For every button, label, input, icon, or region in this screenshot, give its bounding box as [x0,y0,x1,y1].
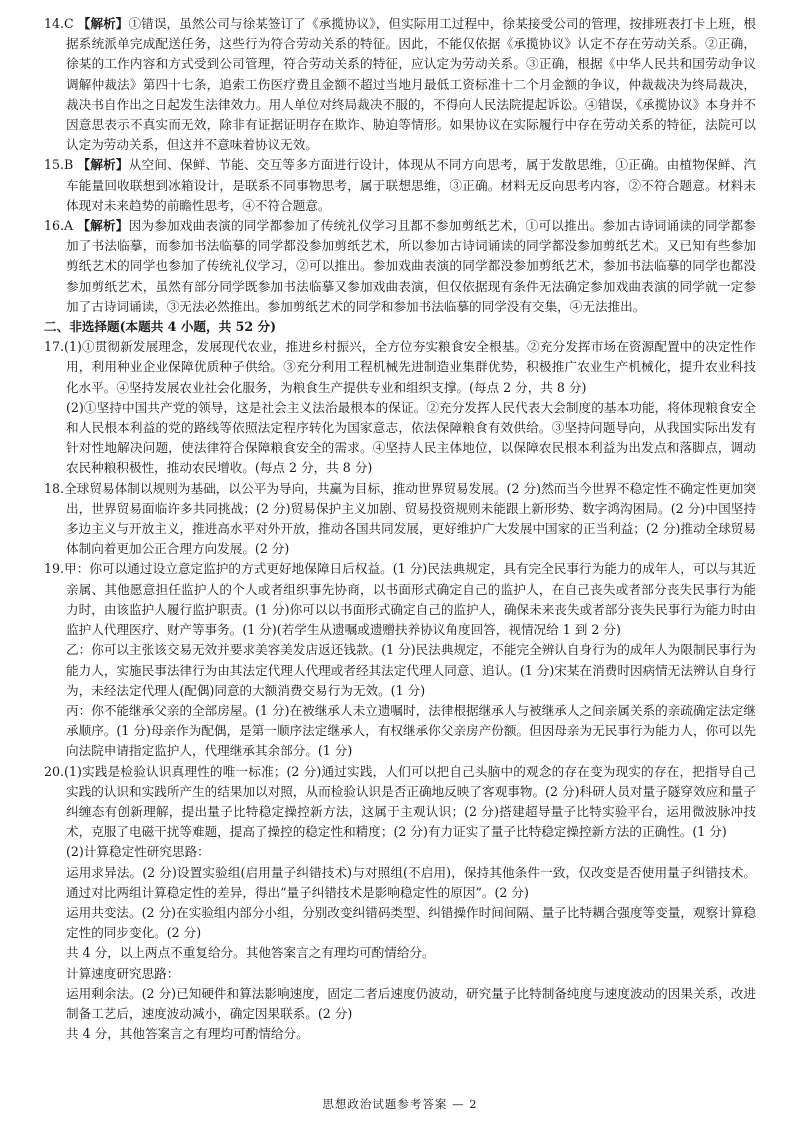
question-number: 20. [44,763,65,779]
analysis-tag: 【解析】 [77,16,129,31]
answer-19-yi: 乙：你可以主张该交易无效并要求美容美发店返还钱款。(1 分)民法典规定，不能完全辨认自身行为的成年人为限制民事行为能力人，实施民事法律行为由其法定代理人代理或者经其法定代理人同意、追认。(1 分)宋某在消费时因病情无法辨认自身行为，未经法定代理人(配偶)同意的大额消费交易行为无效。(1 分) [66,642,756,698]
analysis-tag: 【解析】 [77,157,129,173]
answer-20-part2-title: (2)计算稳定性研究思路： [66,844,210,860]
analysis-text: 从空间、保鲜、节能、交互等多方面进行设计，体现从不同方向思考，属于发散思维，①正确。由植物保鲜、汽车能量回收联想到冰箱设计，是联系不同事物思考，属于联想思维，③正确。材料无反向思考内容，②不符合题意。材料未体现对未来趋势的前瞻性思考，④不符合题意。 [66,157,757,213]
question-number: 17. [44,339,65,355]
answer-17-part2: (2)①坚持中国共产党的领导，这是社会主义法治最根本的保证。②充分发挥人民代表大会制度的基本功能，将体现粮食安全和人民根本利益的党的路线等依照法定程序转化为国家意志，依法保障粮食有效供给。③坚持问题导向，从我国实际出发有针对性地解决问题，使法律符合保障粮食安全的需求。④坚持人民主体地位，以保障农民根本利益为出发点和落脚点，调动农民种粮积极性，推动农民增收。(每点 2 分，共 8 分) [66,399,756,476]
answer-19-bing: 丙：你不能继承父亲的全部房屋。(1 分)在被继承人未立遗嘱时，法律根据继承人与被继承人之间亲属关系的亲疏确定法定继承顺序。(1 分)母亲作为配偶，是第一顺序法定继承人，有权继承你父亲房产份额。但因母亲为无民事行为能力人，你可以先向法院申请指定监护人，代理继承其余部分。(1 分) [66,702,756,759]
analysis-text: ①错误，虽然公司与徐某签订了《承揽协议》，但实际用工过程中，徐某接受公司的管理，按排班表打卡上班，根据系统派单完成配送任务，这些行为符合劳动关系的特征。因此，不能仅依据《承揽协议》认定不存在劳动关系。②正确，徐某的工作内容和方式受到公司管理，符合劳动关系的特征，应认定为劳动关系。③正确，根据《中华人民共和国劳动争议调解仲裁法》第四十七条，追索工伤医疗费且金额不超过当地月最低工资标准十二个月金额的争议，仲裁裁决为终局裁决，裁决书自作出之日起发生法律效力。用人单位对终局裁决不服的，不得向人民法院提起诉讼。④错误，《承揽协议》本身并不因意思表示不真实而无效，除非有证据证明存在欺诈、胁迫等情形。如果协议在实际履行中存在劳动关系的特征，法院可以认定为劳动关系，但这并不意味着协议无效。 [66,16,756,153]
answer-text: 全球贸易体制以规则为基础，以公平为导向，共赢为目标，推动世界贸易发展。(2 分)然而当今世界不稳定性不确定性更加突出，世界贸易面临许多共同挑战；(2 分)贸易保护主义加剧、贸易投资规则未能跟上新形势、数字鸿沟困局。(2 分)中国坚持多边主义与开放主义，推进高水平对外开放，推动各国共同发展，更好维护广大发展中国家的正当利益；(2 分)推动全球贸易体制向着更加公正合理方向发展。(2 分) [64,480,756,557]
answer-20-method-residue: 运用剩余法。(2 分)已知硬件和算法影响速度，固定二者后速度仍波动，研究量子比特制备纯度与速度波动的因果关系，改进制备工艺后，速度波动减小，确定因果联系。(2 分) [66,985,756,1021]
question-number: 16.A [44,218,74,234]
question-number: 15.B [44,157,74,173]
answer-17-part1 [44,337,756,398]
question-number: 18. [44,480,65,496]
answer-14 [44,14,756,155]
answer-text: 甲：你可以通过设立意定监护的方式更好地保障日后权益。(1 分)民法典规定，具有完全民事行为能力的成年人，可以与其近亲属、其他愿意担任监护人的个人或者组织事先协商，以书面形式确定自己的监护人，在自己丧失或者部分丧失民事行为能力时，由该监护人履行监护职责。(1 分)你可以以书面形式确定自己的监护人，确保未来丧失或者部分丧失民事行为能力时由监护人代理医疗、财产等事务。(1 分)(若学生从遗嘱或遗赠扶养协议角度回答，视情况给 1 到 2 分) [64,561,756,638]
answer-20-scoring-note-2: 共 4 分，其他答案言之有理均可酌情给分。 [66,1026,309,1042]
question-number: 14.C [44,16,74,31]
answer-text: (1)①贯彻新发展理念，发展现代农业，推进乡村振兴，全方位夯实粮食安全根基。②充分发挥市场在资源配置中的决定性作用，利用种业企业保障优质种子供给。③充分利用工程机械先进制造业集群优势，积极推广农业生产机械化，提升农业科技化水平。④坚持发展农业社会化服务，为粮食生产提供专业和组织支撑。(每点 2 分，共 8 分) [64,339,756,395]
question-number: 19. [44,561,65,577]
answer-18 [44,479,756,560]
analysis-text: 因为参加戏曲表演的同学都参加了传统礼仪学习且都不参加剪纸艺术，①可以推出。参加古诗词诵读的同学都参加了书法临摹，而参加书法临摹的同学都没参加剪纸艺术，所以参加古诗词诵读的同学都没参加剪纸艺术。又已知有些参加剪纸艺术的同学也参加了传统礼仪学习，②可以推出。参加戏曲表演的同学都没参加剪纸艺术，参加书法临摹的同学也都没参加剪纸艺术，虽然有部分同学既参加书法临摹又参加戏曲表演，但仅依据现有条件无法确定参加戏曲表演的同学就一定参加了古诗词诵读，③无法必然推出。参加剪纸艺术的同学和参加书法临摹的同学没有交集，④无法推出。 [66,218,757,314]
answer-20-speed-title: 计算速度研究思路： [66,965,180,981]
answer-20-scoring-note: 共 4 分，以上两点不重复给分。其他答案言之有理均可酌情给分。 [66,945,435,961]
answer-16 [44,216,756,317]
answer-content [44,14,756,1044]
analysis-tag: 【解析】 [77,218,129,234]
answer-20-part1 [44,762,756,843]
answer-20-method-covariation: 运用共变法。(2 分)在实验组内部分小组，分别改变纠错码类型、纠错操作时间间隔、量子比特耦合强度等变量，观察计算稳定性的同步变化。(2 分) [66,904,756,941]
section-title: 二、非选择题(本题共 4 小题，共 52 分) [44,319,277,335]
answer-text: (1)实践是检验认识真理性的唯一标准；(2 分)通过实践，人们可以把自己头脑中的观念的存在变为现实的存在，把指导自己实践的认识和实践所产生的结果加以对照，从而检验认识是否正确地反映了客观事物。(2 分)科研人员对量子隧穿效应和量子纠缠态有创新理解，提出量子比特稳定操控新方法，这属于主观认识；(2 分)搭建超导量子比特实验平台，运用微波脉冲技术，克服了电磁干扰等难题，提高了操控的稳定性和精度；(2 分)有力证实了量子比特稳定操控新方法的正确性。(1 分) [64,763,756,840]
answer-20-method-difference: 运用求异法。(2 分)设置实验组(启用量子纠错技术)与对照组(不启用)，保持其他条件一致，仅改变是否使用量子纠错技术。通过对比两组计算稳定性的差异，得出“量子纠错技术是影响稳定性的原因”。(2 分) [66,864,756,900]
page-footer: 思想政治试题参考答案 — 2 [322,1097,478,1111]
answer-19-jia [44,559,756,640]
answer-15 [44,155,756,216]
